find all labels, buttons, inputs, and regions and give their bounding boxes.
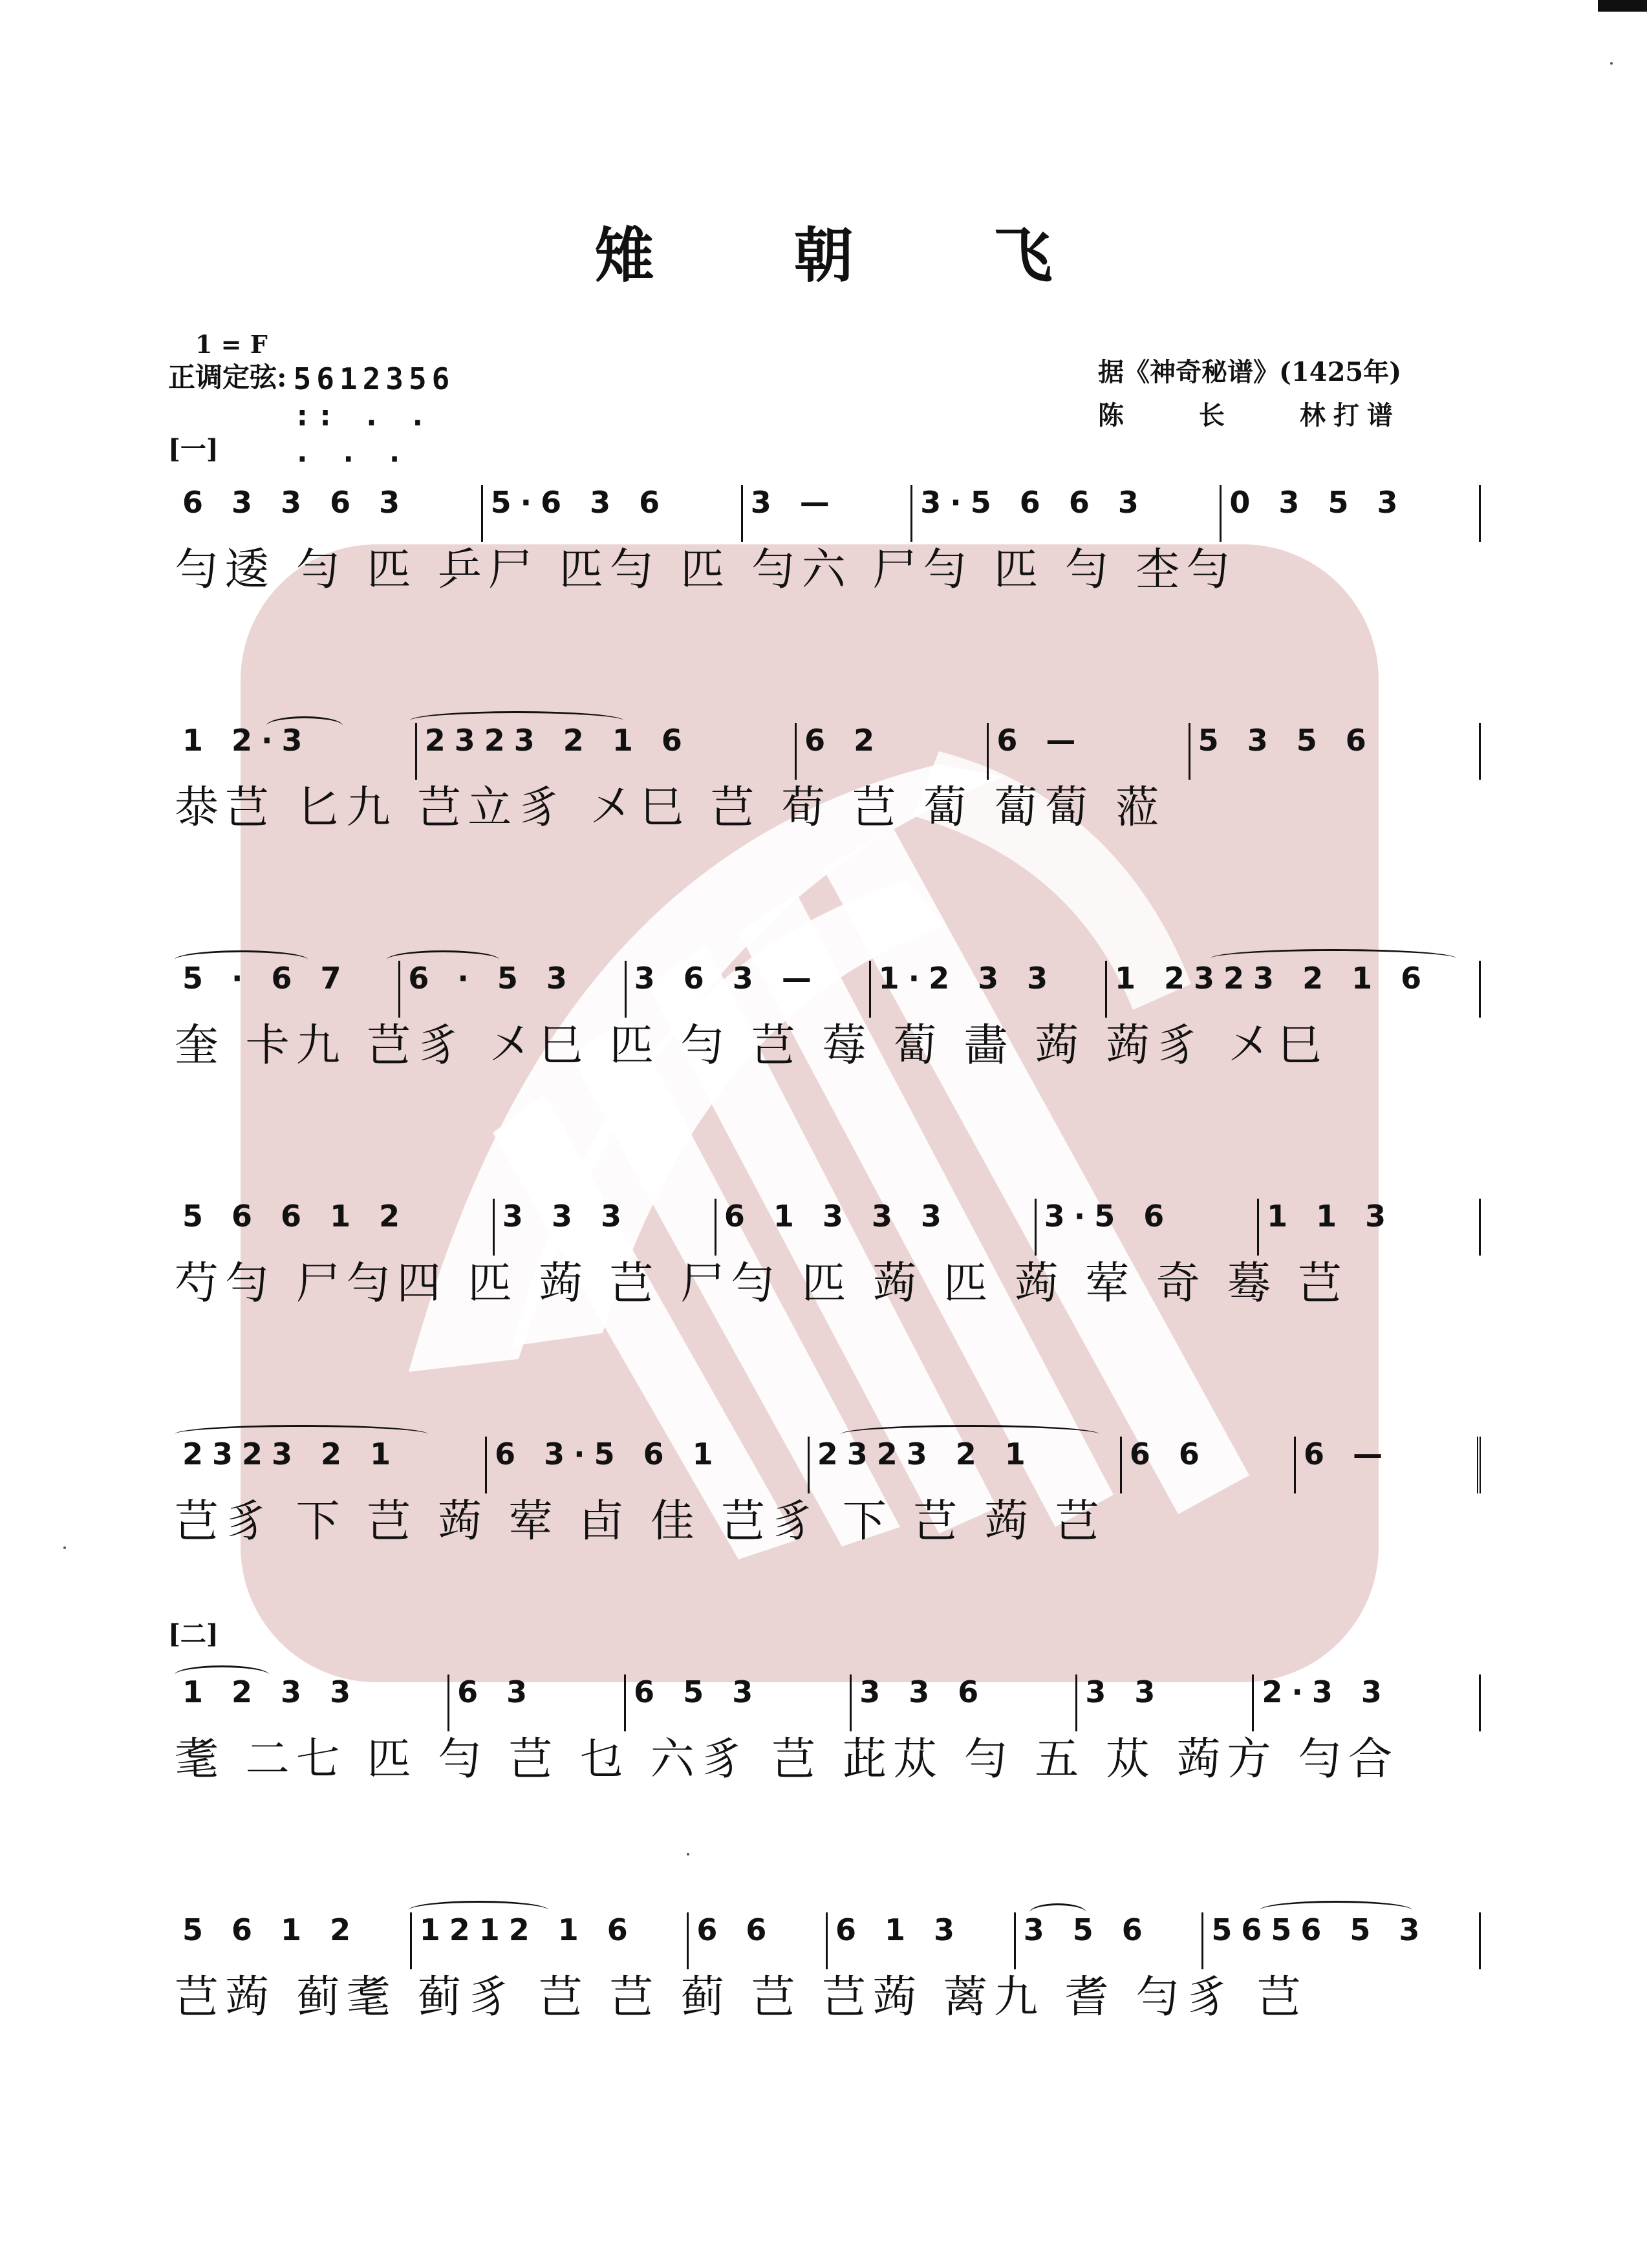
measure: 3 5 6	[1016, 1912, 1204, 1969]
tablature-row: 㳟芑 匕九 芑立豸 㐅巳 芑 荀 芑 蔔 蔔蔔 蒞	[175, 782, 1166, 833]
measure: 6 2	[797, 723, 989, 780]
tablature-row: 奎 卡九 芑豸 㐅巳 匹 勻 芑 莓 蔔 畵 蒟 蒟豸 㐅巳	[175, 1020, 1328, 1071]
measure: 6 1 3	[828, 1912, 1016, 1969]
score-system-6	[175, 1674, 1481, 1836]
measure: 5 3 5 6	[1190, 723, 1481, 780]
measure: 1212 1 6	[412, 1912, 689, 1969]
measure: 6 3 3 6 3	[175, 485, 483, 542]
source-text: 据《神奇秘谱》(1425年)	[1098, 357, 1402, 387]
measure: 6 —	[989, 723, 1190, 780]
measure: 6 3·5 6 1	[487, 1437, 810, 1493]
measure: 3·5 6	[1037, 1199, 1259, 1256]
scan-speck	[687, 1853, 689, 1856]
page-corner-mark	[1598, 0, 1647, 12]
measure: 6 1 3 3 3	[716, 1199, 1037, 1256]
measure: 3·5 6 6 3	[912, 485, 1222, 542]
measure: 3 3 3	[495, 1199, 716, 1256]
measure: 3 —	[743, 485, 913, 542]
tuning-header	[168, 330, 621, 469]
measure: 5 · 6 7	[175, 961, 400, 1018]
measure: 6 6	[689, 1912, 828, 1969]
measure: 1 2 3 3	[175, 1674, 449, 1731]
source-header	[1098, 357, 1499, 432]
measure: 2323 2 1 6	[417, 723, 797, 780]
measure: 6 6	[1122, 1437, 1296, 1493]
measure: 5·6 3 6	[483, 485, 743, 542]
measure: 1 2323 2 1 6	[1107, 961, 1481, 1018]
measure: 5656 5 3	[1203, 1912, 1481, 1969]
tablature-row: 耄 二七 匹 勻 芑 乜 六豸 芑 茈苁 勻 五 苁 蒟方 勻合	[175, 1734, 1399, 1785]
scan-speck	[1610, 62, 1613, 65]
measure: 2323 2 1	[175, 1437, 487, 1493]
measure: 5 6 6 1 2	[175, 1199, 495, 1256]
measure: 3 6 3 —	[627, 961, 871, 1018]
measure: 6 5 3	[626, 1674, 852, 1731]
score-system-1	[175, 485, 1481, 647]
score-system-5	[175, 1437, 1481, 1598]
score-title: 雉 朝 飞	[594, 221, 1112, 290]
score-system-7	[175, 1912, 1481, 2074]
measure: 2323 2 1	[810, 1437, 1122, 1493]
measure-final: 6 —	[1296, 1437, 1481, 1493]
key-signature: 1 = F	[195, 330, 268, 359]
section-label-2: [二]	[168, 1619, 219, 1649]
measure: 6 · 5 3	[400, 961, 626, 1018]
tuning-label: 正调定弦:	[168, 361, 287, 394]
measure: 1 1 3	[1259, 1199, 1481, 1256]
tablature-row: 勻逶 勻 匹 乒尸 匹勻 匹 勻六 尸勻 匹 勻 杢勻	[175, 544, 1237, 595]
measure: 3 3	[1077, 1674, 1254, 1731]
score-system-4	[175, 1199, 1481, 1360]
measure: 0 3 5 3	[1222, 485, 1481, 542]
measure: 5 6 1 2	[175, 1912, 412, 1969]
measure: 1 2·3	[175, 723, 417, 780]
tablature-row: 芍勻 尸勻四 匹 蒟 芑 尸勻 匹 蒟 匹 蒟 荤 奇 蓦 芑	[175, 1258, 1348, 1309]
tablature-row: 芑蒟 蓟耄 蓟豸 芑 芑 蓟 芑 芑蒟 蓠九 耆 勻豸 芑	[175, 1972, 1308, 2023]
tuning-line	[168, 361, 621, 469]
tablature-row: 芑豸 下 芑 蒟 荤 卣 佳 芑豸 下 芑 蒟 芑	[175, 1496, 1106, 1547]
measure: 2·3 3	[1254, 1674, 1481, 1731]
tuning-digit-text: 5612356	[293, 361, 455, 397]
measure: 6 3	[449, 1674, 626, 1731]
scan-speck	[63, 1546, 66, 1549]
measure: 1·2 3 3	[871, 961, 1107, 1018]
measure: 3 3 6	[852, 1674, 1077, 1731]
tuning-octave-dots: :: . . . . .	[293, 398, 432, 469]
tuning-digits	[293, 361, 455, 469]
arranger-text: 陈 长 林打谱	[1098, 400, 1401, 431]
score-system-3	[175, 961, 1481, 1122]
score-system-2	[175, 723, 1481, 884]
section-label-1: [一]	[168, 434, 219, 464]
